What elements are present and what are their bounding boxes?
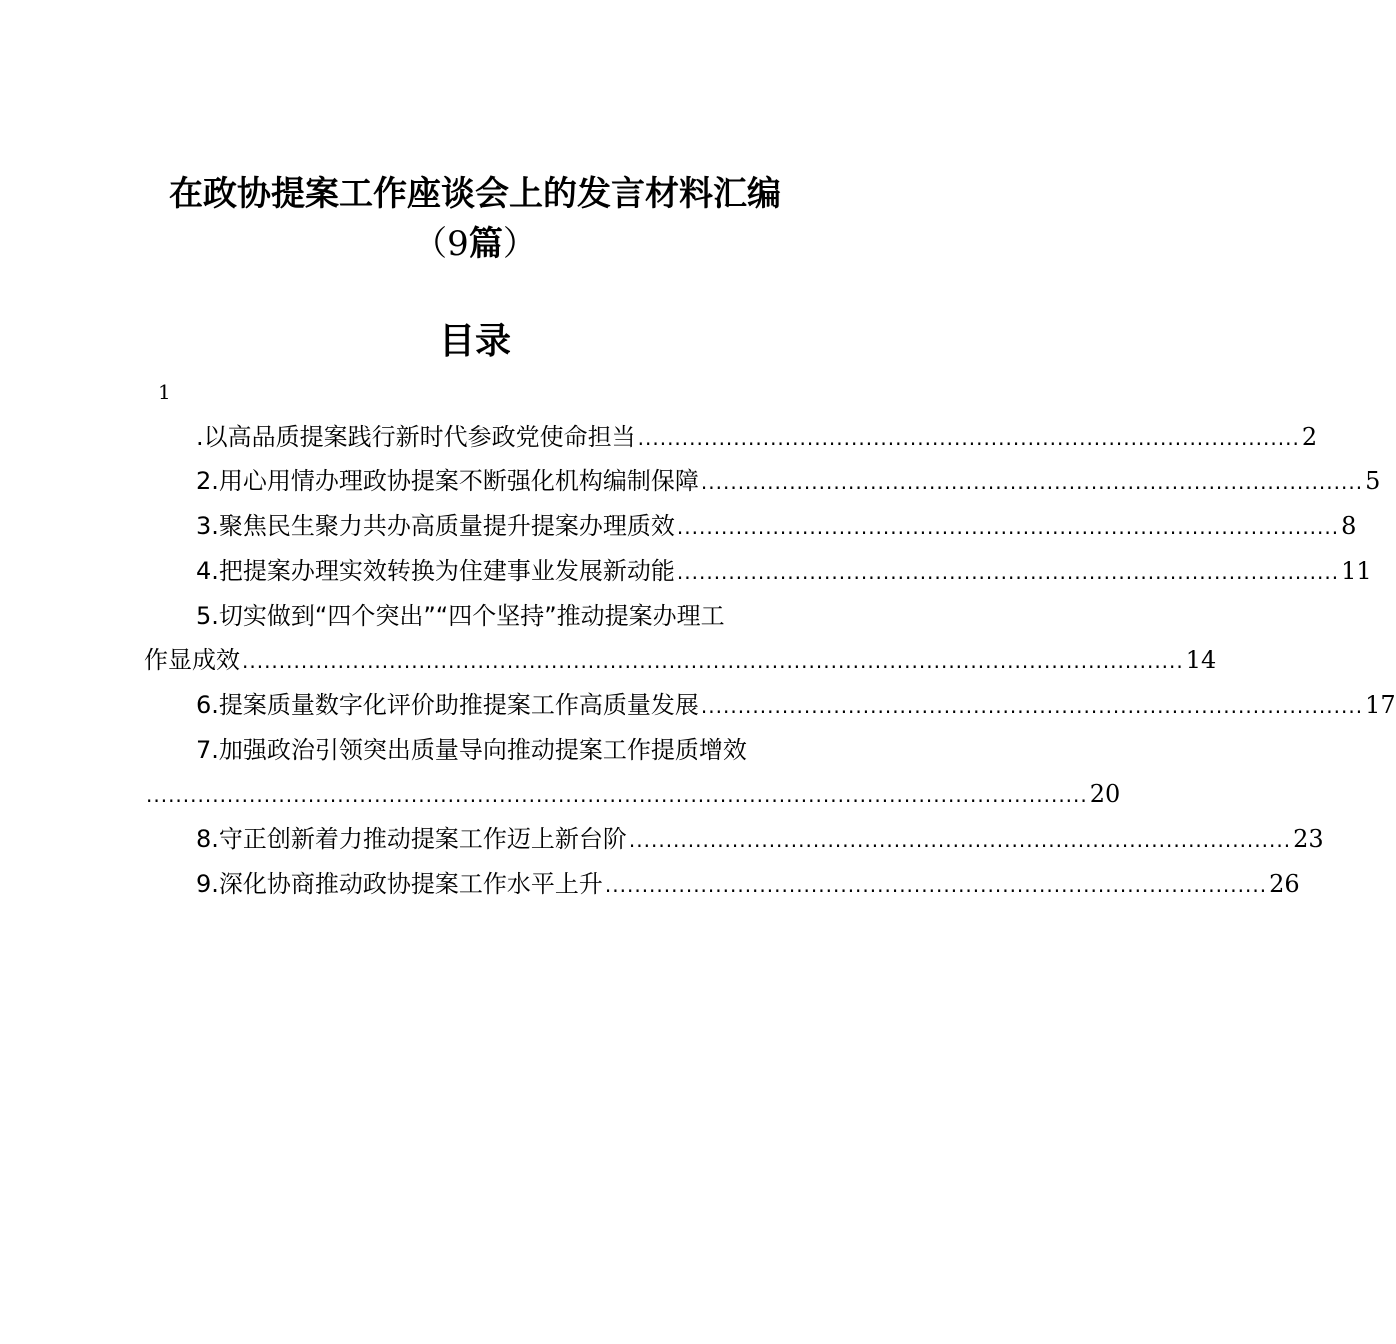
- toc-entry-page: 17: [1365, 691, 1396, 719]
- dot-leader: ..........................................................................................: [637, 426, 1300, 450]
- toc-entry-1[interactable]: [196, 421, 1318, 454]
- toc-entry-title-continued: 作显成效: [144, 646, 240, 674]
- toc-entry-title: 3.聚焦民生聚力共办高质量提升提案办理质效: [196, 512, 675, 540]
- toc-entry-page: 23: [1293, 825, 1324, 853]
- dot-leader: ..........................................................................................: [604, 873, 1268, 897]
- toc-entry-title: 7.加强政治引领突出质量导向推动提案工作提质增效: [196, 736, 747, 764]
- toc-entry-page: 8: [1341, 512, 1357, 540]
- toc-entry-page: 2: [1301, 423, 1318, 451]
- subtitle-unit: 篇: [468, 224, 503, 264]
- toc-entry-2[interactable]: [196, 465, 1381, 498]
- toc-entry-5-continued[interactable]: [144, 644, 1217, 677]
- toc-entry-title: 8.守正创新着力推动提案工作迈上新台阶: [196, 825, 627, 853]
- toc-entry-title: .以高品质提案践行新时代参政党使命担当: [196, 423, 636, 451]
- toc-stray-number: 1: [158, 380, 171, 404]
- document-title: 在政协提案工作座谈会上的发言材料汇编: [169, 174, 781, 214]
- dot-leader: ................................................................................................................................: [146, 783, 1088, 807]
- toc-entry-title: 6.提案质量数字化评价助推提案工作高质量发展: [196, 691, 699, 719]
- dot-leader: ................................................................................................................................: [242, 649, 1184, 673]
- toc-entry-6[interactable]: [196, 689, 1396, 722]
- toc-entry-page: 26: [1269, 870, 1300, 898]
- toc-entry-9[interactable]: [196, 868, 1300, 901]
- dot-leader: ..........................................................................................: [676, 515, 1340, 539]
- dot-leader: ..........................................................................................: [700, 470, 1364, 494]
- toc-entry-title: 5.切实做到“四个突出”“四个坚持”推动提案办理工: [196, 602, 725, 630]
- toc-entry-3[interactable]: [196, 510, 1357, 543]
- toc-entry-page: 5: [1365, 467, 1381, 495]
- toc-entry-page: 11: [1341, 557, 1372, 585]
- toc-entry-5[interactable]: [196, 600, 806, 632]
- dot-leader: ..........................................................................................: [700, 694, 1364, 718]
- subtitle-close-paren: ）: [502, 224, 537, 264]
- toc-entry-title: 2.用心用情办理政协提案不断强化机构编制保障: [196, 467, 699, 495]
- dot-leader: ..........................................................................................: [676, 560, 1340, 584]
- toc-entry-8[interactable]: [196, 823, 1324, 856]
- toc-entry-title: 4.把提案办理实效转换为住建事业发展新动能: [196, 557, 675, 585]
- dot-leader: ..........................................................................................: [628, 828, 1292, 852]
- toc-entry-4[interactable]: [196, 555, 1372, 588]
- toc-entry-7[interactable]: [196, 734, 806, 766]
- toc-entry-title: 9.深化协商推动政协提案工作水平上升: [196, 870, 603, 898]
- toc-entry-7-continued[interactable]: [144, 778, 1121, 811]
- subtitle-open-paren: （: [413, 224, 448, 264]
- toc-heading: 目录: [438, 320, 511, 362]
- subtitle-count: 9: [447, 224, 469, 264]
- toc-entry-page: 20: [1089, 780, 1121, 808]
- toc-entry-page: 14: [1185, 646, 1217, 674]
- document-subtitle: [0, 222, 950, 266]
